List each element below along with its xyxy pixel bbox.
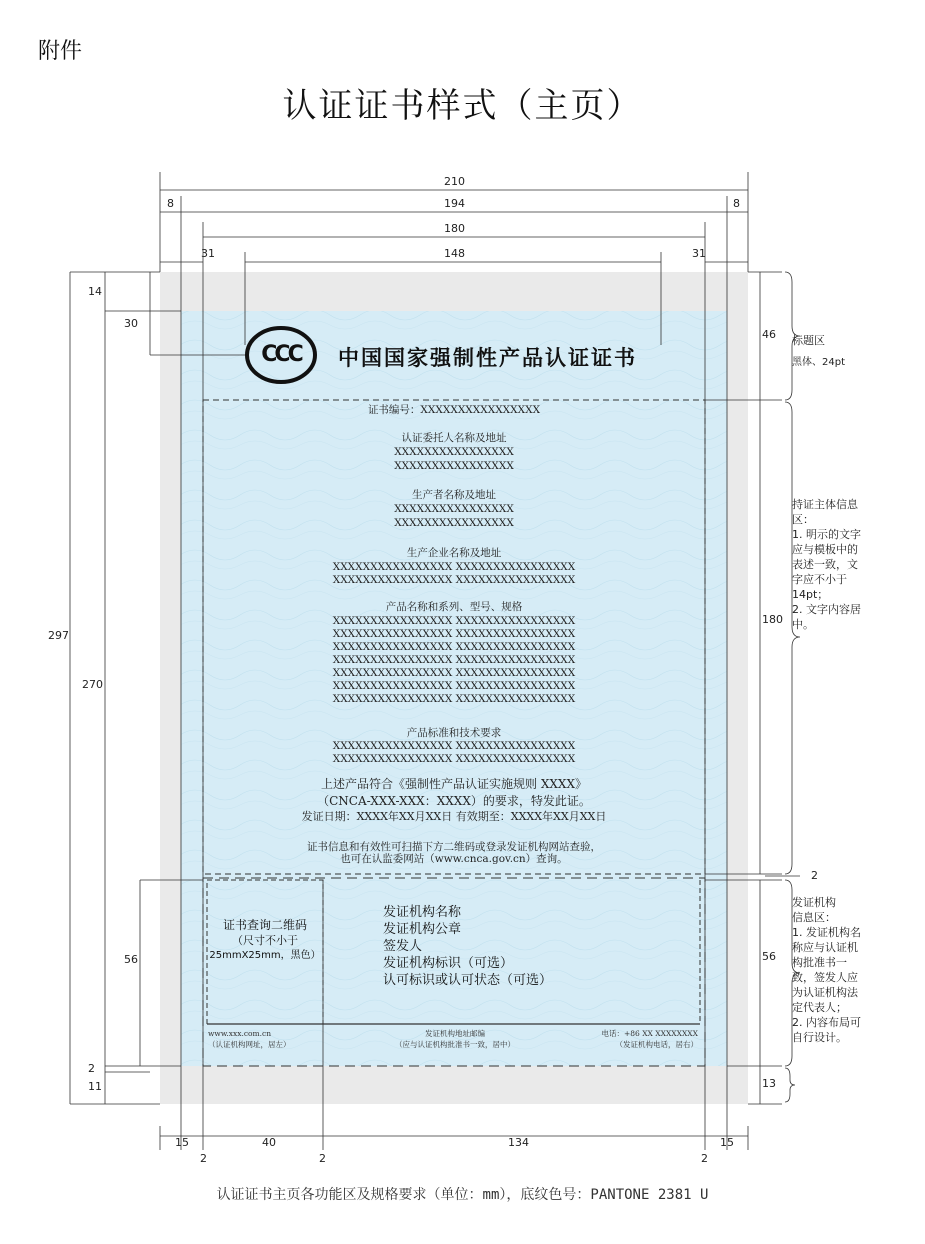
producer-line: XXXXXXXXXXXXXXXX (394, 503, 514, 515)
dim-194: 194 (444, 197, 465, 210)
dim-11: 11 (88, 1080, 102, 1093)
product-line: XXXXXXXXXXXXXXXX XXXXXXXXXXXXXXXX (332, 667, 576, 679)
title-zone-font: 黑体、24pt (792, 357, 845, 368)
conformity-line-2: （CNCA-XXX-XXX：XXXX）的要求，特发此证。 (317, 794, 591, 808)
product-line: XXXXXXXXXXXXXXXX XXXXXXXXXXXXXXXX (332, 654, 576, 666)
dim-2-c: 2 (701, 1152, 708, 1165)
dim-2-left: 2 (88, 1062, 95, 1075)
product-line: XXXXXXXXXXXXXXXX XXXXXXXXXXXXXXXX (332, 615, 576, 627)
qr-label-3: 25mmX25mm，黑色） (209, 950, 321, 961)
dim-30: 30 (124, 317, 138, 330)
page-title: 认证证书样式（主页） (282, 86, 643, 126)
footer-website-note: （认证机构网址，居左） (208, 1040, 291, 1049)
factory-line: XXXXXXXXXXXXXXXX XXXXXXXXXXXXXXXX (332, 574, 576, 586)
certificate-header: 中国国家强制性产品认证证书 (338, 346, 637, 370)
footer-website: www.xxx.com.cn (208, 1029, 272, 1038)
dim-180: 180 (444, 222, 465, 235)
issuer-name: 发证机构名称 (383, 905, 462, 920)
dim-40: 40 (262, 1136, 276, 1149)
holder-zone-note: 持证主体信息 区： 1. 明示的文字 应与模板中的 表述一致，文 字应不小于 14pt； 2. 文字内容居 中。 (792, 498, 861, 631)
dim-8-left: 8 (167, 197, 174, 210)
dim-8-right: 8 (733, 197, 740, 210)
client-line: XXXXXXXXXXXXXXXX (394, 460, 514, 472)
dim-56-right: 56 (762, 950, 776, 963)
dim-180-right: 180 (762, 613, 783, 626)
dim-15-right: 15 (720, 1136, 734, 1149)
dim-46: 46 (762, 328, 776, 341)
accreditation-mark: 认可标识或认可状态（可选） (383, 973, 553, 988)
dim-297: 297 (48, 629, 69, 642)
verify-line-2: 也可在认监委网站（www.cnca.gov.cn）查询。 (340, 853, 568, 865)
product-line: XXXXXXXXXXXXXXXX XXXXXXXXXXXXXXXX (332, 680, 576, 692)
dim-56-left: 56 (124, 953, 138, 966)
factory-line: XXXXXXXXXXXXXXXX XXXXXXXXXXXXXXXX (332, 561, 576, 573)
conformity-line-1: 上述产品符合《强制性产品认证实施规则 XXXX》 (321, 777, 587, 791)
client-label: 认证委托人名称及地址 (401, 432, 507, 444)
dim-13: 13 (762, 1077, 776, 1090)
footer-address: 发证机构地址邮编 (425, 1029, 485, 1038)
standard-line: XXXXXXXXXXXXXXXX XXXXXXXXXXXXXXXX (332, 740, 576, 752)
standard-line: XXXXXXXXXXXXXXXX XXXXXXXXXXXXXXXX (332, 753, 576, 765)
factory-label: 生产企业名称及地址 (406, 547, 502, 559)
verify-line-1: 证书信息和有效性可扫描下方二维码或登录发证机构网站查验， (307, 841, 601, 853)
footer-phone-note: （发证机构电话，居右） (615, 1040, 698, 1049)
dim-14: 14 (88, 285, 102, 298)
qr-label-1: 证书查询二维码 (222, 918, 307, 932)
qr-label-2: （尺寸不小于 (232, 934, 298, 947)
dim-2-a: 2 (200, 1152, 207, 1165)
standard-label: 产品标准和技术要求 (406, 727, 502, 739)
issuer-mark: 发证机构标识（可选） (383, 956, 514, 971)
figure-caption: 认证证书主页各功能区及规格要求（单位：mm），底纹色号：PANTONE 2381 U (216, 1187, 709, 1203)
cert-no: 证书编号：XXXXXXXXXXXXXXXX (367, 404, 541, 416)
product-line: XXXXXXXXXXXXXXXX XXXXXXXXXXXXXXXX (332, 641, 576, 653)
issuer-seal: 发证机构公章 (383, 922, 462, 937)
product-line: XXXXXXXXXXXXXXXX XXXXXXXXXXXXXXXX (332, 693, 576, 705)
client-line: XXXXXXXXXXXXXXXX (394, 446, 514, 458)
dim-31-left: 31 (201, 247, 215, 260)
footer-phone: 电话：+86 XX XXXXXXXX (601, 1029, 698, 1038)
dates-line: 发证日期：XXXX年XX月XX日 有效期至：XXXX年XX月XX日 (301, 810, 607, 823)
dim-2-b: 2 (319, 1152, 326, 1165)
dim-270: 270 (82, 678, 103, 691)
dim-134: 134 (508, 1136, 529, 1149)
producer-line: XXXXXXXXXXXXXXXX (394, 517, 514, 529)
product-line: XXXXXXXXXXXXXXXX XXXXXXXXXXXXXXXX (332, 628, 576, 640)
title-zone-label: 标题区 (792, 334, 825, 347)
dim-31-right: 31 (692, 247, 706, 260)
dim-210: 210 (444, 175, 465, 188)
dim-2-right: 2 (811, 869, 818, 882)
producer-label: 生产者名称及地址 (412, 489, 496, 501)
footer-address-note: （应与认证机构批准书一致，居中） (395, 1040, 515, 1049)
annex-label: 附件 (38, 39, 83, 64)
dim-15-left: 15 (175, 1136, 189, 1149)
ccc-logo-text: CCC (261, 342, 301, 367)
dim-148: 148 (444, 247, 465, 260)
issuer-signatory: 签发人 (383, 939, 423, 954)
issuer-zone-note: 发证机构 信息区： 1. 发证机构名 称应与认证机 构批准书一 致，签发人应 为认证机构法 定代表人； 2. 内容布局可 自行设计。 (792, 896, 861, 1044)
product-label: 产品名称和系列、型号、规格 (385, 601, 523, 613)
